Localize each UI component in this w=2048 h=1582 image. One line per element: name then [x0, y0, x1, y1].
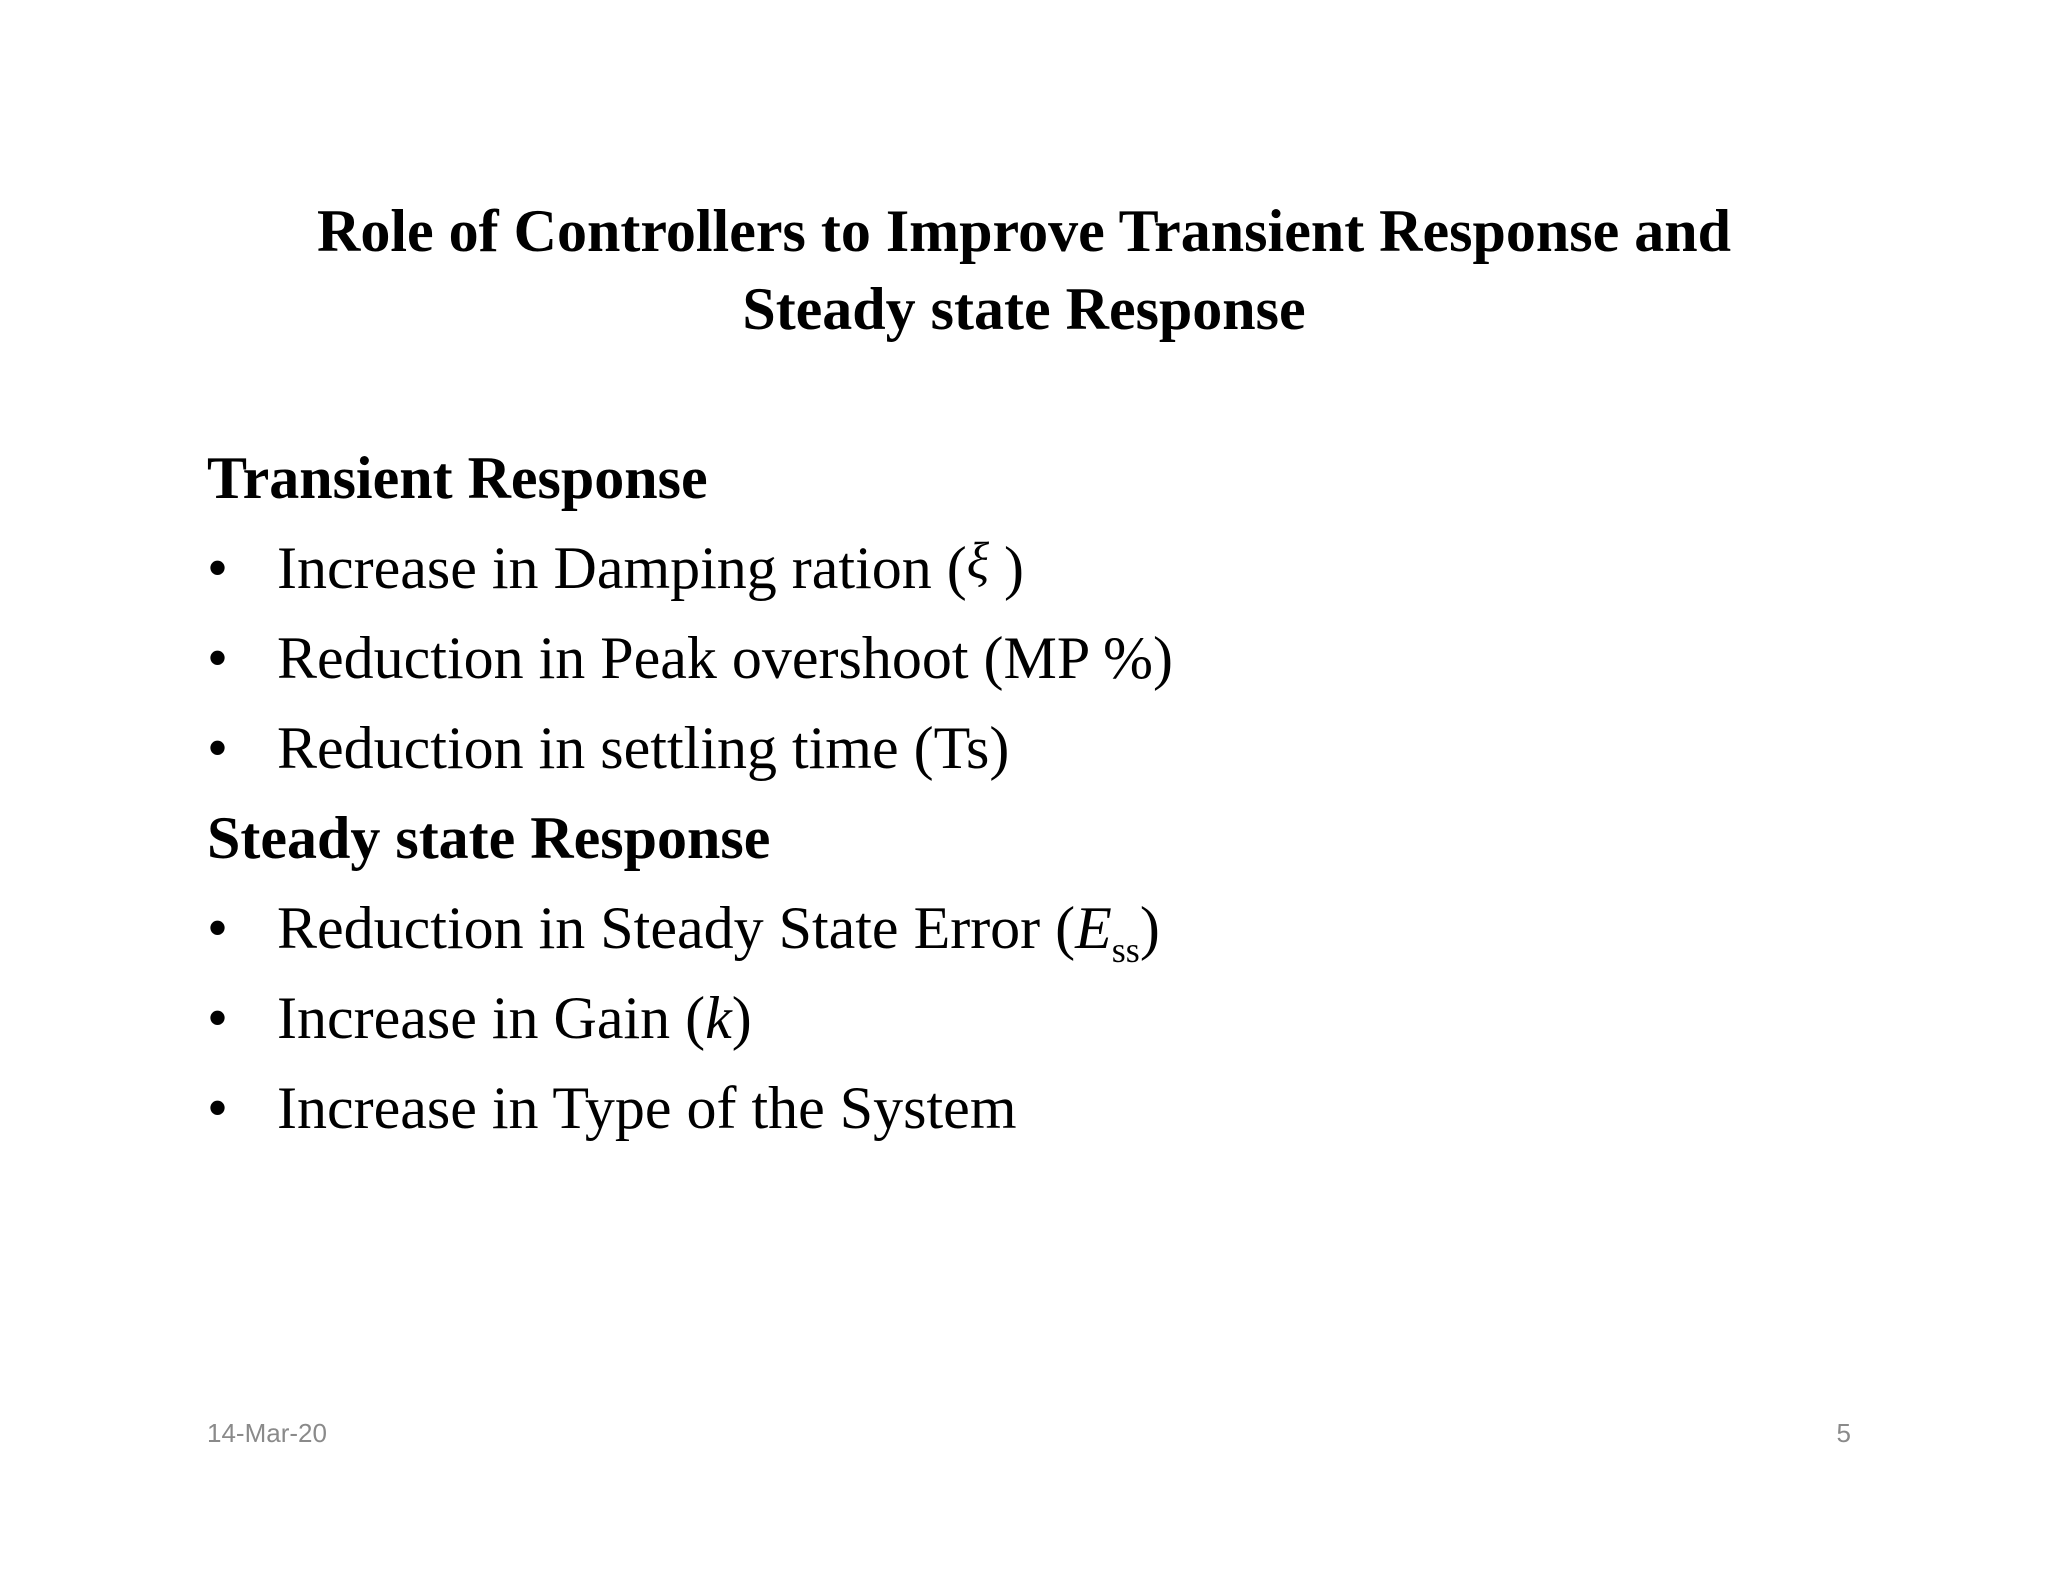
bullet-icon: • [207, 625, 229, 691]
page-number: 5 [1836, 1418, 1851, 1448]
xi-symbol: ξ [966, 533, 990, 590]
bullet-text: Increase in Gain ( [277, 985, 706, 1051]
bullet-text: Reduction in settling time (Ts) [277, 715, 1010, 781]
bullet-item-steady-state-error [207, 883, 1707, 973]
steady-state-response-heading: Steady state Response [207, 805, 771, 871]
bullet-icon: • [207, 895, 229, 961]
bullet-item-gain [207, 973, 1707, 1063]
slide-content [207, 433, 1707, 1153]
bullet-text-suffix: ) [731, 985, 752, 1051]
gain-symbol: k [705, 985, 732, 1051]
bullet-icon: • [207, 535, 229, 601]
error-subscript: ss [1111, 930, 1140, 970]
footer-date: 14-Mar-20 [207, 1418, 327, 1448]
bullet-text-suffix: ) [1139, 895, 1160, 961]
slide-title [200, 192, 1848, 348]
bullet-icon: • [207, 1075, 229, 1141]
bullet-text-suffix: ) [989, 535, 1025, 601]
error-symbol: E [1075, 895, 1112, 961]
bullet-text: Increase in Damping ration ( [277, 535, 967, 601]
bullet-text: Increase in Type of the System [277, 1075, 1017, 1141]
bullet-icon: • [207, 715, 229, 781]
bullet-item-damping-ratio [207, 523, 1707, 613]
slide-title-line-1: Role of Controllers to Improve Transient Response and [317, 198, 1731, 264]
bullet-text: Reduction in Peak overshoot (MP %) [277, 625, 1173, 691]
transient-response-heading: Transient Response [207, 445, 708, 511]
bullet-item-peak-overshoot [207, 613, 1707, 703]
bullet-text: Reduction in Steady State Error ( [277, 895, 1076, 961]
bullet-item-system-type [207, 1063, 1707, 1153]
bullet-icon: • [207, 985, 229, 1051]
slide-title-line-2: Steady state Response [742, 276, 1306, 342]
bullet-item-settling-time [207, 703, 1707, 793]
